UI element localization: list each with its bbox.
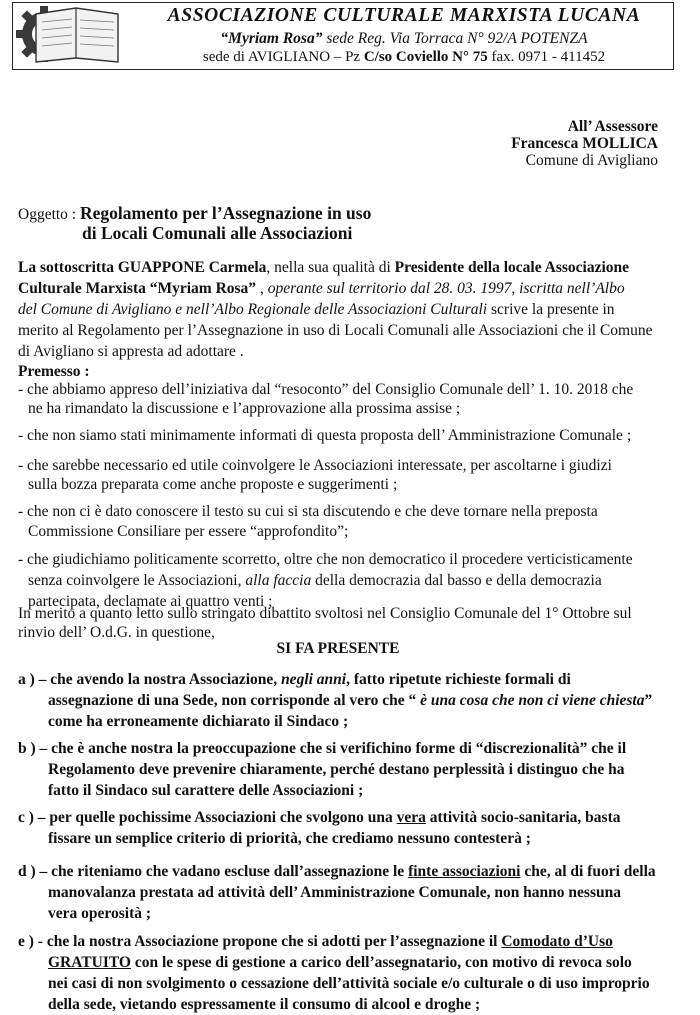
point-text: assegnazione di una Sede, non corrisponde al vero che “ [48, 692, 421, 709]
point-text: d ) – che riteniamo che vadano escluse dall’assegnazione le [18, 863, 409, 880]
point-text: a ) – che avendo la nostra Associazione, [18, 671, 282, 688]
point-a-cont [18, 690, 666, 711]
addressee-role: All’ Assessore [567, 118, 658, 135]
point-text: attività socio-sanitaria, basta [425, 809, 621, 826]
addressee-name: Francesca MOLLICA [511, 135, 658, 152]
premise-item: - che non siamo stati minimamente informati di questa proposta dell’ Amministrazione Comunale ; [18, 427, 632, 444]
local-office-town: sede di AVIGLIANO – Pz [202, 49, 364, 65]
merito-paragraph [18, 603, 666, 643]
point-text: , fatto ripetute richieste formali di [346, 671, 571, 688]
point-underlined-text: GRATUITO [48, 954, 131, 971]
point-underlined-text: finte associazioni [408, 863, 521, 880]
intro-text: scrive la presente in [487, 301, 615, 318]
point-a-cont: come ha erroneamente dichiarato il Sindaco ; [48, 713, 349, 730]
signer-name: La sottoscritta GUAPPONE Carmela [18, 259, 267, 276]
point-b-cont: fatto il Sindaco sul carattere delle Associazioni ; [48, 782, 364, 799]
point-e [18, 931, 666, 952]
si-fa-presente-heading: SI FA PRESENTE [276, 640, 400, 657]
premise-item: - che non ci è dato conoscere il testo su cui si sta discutendo e che deve tornare nella preposta [18, 503, 598, 520]
addressee-office: Comune di Avigliano [525, 152, 658, 169]
point-c [18, 807, 666, 828]
points-list [18, 669, 666, 1015]
org-office-address: sede Reg. Via Torraca N° 92/A POTENZA [322, 30, 588, 47]
signer-role: Presidente della locale Associazione [394, 259, 630, 276]
premise-item-cont: ne ha rimandato la discussione e l’approvazione alla prossima assise ; [28, 400, 461, 417]
intro-text: , nella sua qualità di [266, 259, 395, 276]
intro-italic-text: del Comune di Avigliano e nell’Albo Regionale delle Associazioni Culturali [18, 301, 488, 318]
addressee-block [511, 118, 658, 169]
org-name: ASSOCIAZIONE CULTURALE MARXISTA LUCANA [167, 5, 641, 26]
premise-text: della democrazia dal basso e della democrazia [311, 572, 602, 589]
point-b: b ) – che è anche nostra la preoccupazione che si verifichino forme di “discrezionalità” che il [18, 740, 627, 757]
point-italic-text: è una cosa che non ci viene chiesta [420, 692, 645, 709]
fax-number: fax. 0971 - 411452 [487, 49, 606, 65]
org-nickname: “Myriam Rosa” [220, 30, 323, 47]
point-b-cont: Regolamento deve prevenire chiaramente, perché destano perplessità i distinguo che ha [48, 761, 625, 778]
point-text: che, al di fuori della [520, 863, 656, 880]
subject-title-line2: di Locali Comunali alle Associazioni [82, 223, 353, 243]
merito-text: rinvio dell’ O.d.G. in questione, [18, 624, 215, 641]
point-e-cont [18, 952, 666, 973]
premise-item-cont: sulla bozza preparata come anche proposte e suggerimenti ; [28, 476, 398, 493]
local-office-street: C/so Coviello N° 75 [363, 49, 488, 65]
intro-italic-text: operante sul territorio dal 28. 03. 1997, iscritta nell’Albo [267, 280, 625, 297]
subject-line [18, 203, 658, 243]
premise-italic-text: alla faccia [245, 572, 312, 589]
point-a [18, 669, 666, 690]
intro-text: di Avigliano si appresta ad adottare . [18, 343, 244, 360]
point-text: c ) – per quelle pochissime Associazioni che svolgono una [18, 809, 397, 826]
point-italic-text: negli anni [281, 671, 347, 688]
point-text: ” [644, 692, 653, 709]
org-registered-office [134, 29, 674, 48]
premise-item-cont: Commissione Consiliare per essere “approfondito”; [28, 523, 349, 540]
point-c-cont: fissare un semplice criterio di priorità, che crediamo nessuno contesterà ; [48, 830, 531, 847]
point-d-cont: vera operosità ; [48, 905, 152, 922]
intro-text: , [256, 280, 268, 297]
premesso-section [18, 361, 666, 612]
premise-item: - che sarebbe necessario ed utile coinvolgere le Associazioni interessate, per ascoltarne i giudizi [18, 457, 612, 474]
premise-item-cont [18, 570, 666, 591]
association-name: Culturale Marxista “Myriam Rosa” [18, 280, 257, 297]
premise-item-cont: partecipata, declamate ai quattro venti ; [28, 593, 273, 610]
premesso-heading: Premesso : [18, 363, 90, 380]
merito-text: In merito a quanto letto sullo stringato dibattito svoltosi nel Consiglio Comunale del 1° Ottobre sul [18, 605, 632, 622]
point-text: e ) - che la nostra Associazione propone che si adotti per l’assegnazione il [18, 933, 502, 950]
subject-label: Oggetto : [18, 206, 77, 223]
subject-title-line1: Regolamento per l’Assegnazione in uso [80, 203, 372, 223]
org-local-office [134, 48, 674, 67]
intro-text: merito al Regolamento per l’Assegnazione in uso di Locali Comunali alle Associazioni che il Comune [18, 322, 653, 339]
premise-item: - che abbiamo appreso dell’iniziativa dal “resoconto” del Consiglio Comunale dell’ 1. 10. 2018 che [18, 381, 634, 398]
intro-paragraph [18, 257, 666, 362]
point-underlined-text: vera [396, 809, 426, 826]
point-e-cont: nei casi di non svolgimento o cessazione dell’attività sociale e/o culturale o di uso improprio [48, 975, 650, 992]
point-underlined-text: Comodato d’Uso [501, 933, 613, 950]
point-e-cont: della sede, vietando espressamente il consumo di alcool e droghe ; [48, 996, 481, 1013]
association-logo [14, 2, 126, 70]
point-text: con le spese di gestione a carico dell’assegnatario, con motivo di revoca solo [130, 954, 632, 971]
point-d [18, 861, 666, 882]
premise-item: - che giudichiamo politicamente scorretto, oltre che non democratico il procedere verticisticamente [18, 551, 633, 568]
premise-text: senza coinvolgere le Associazioni, [28, 572, 246, 589]
point-d-cont: manovalanza prestata ad attività dell’ Amministrazione Comunale, non hanno nessuna [48, 884, 621, 901]
